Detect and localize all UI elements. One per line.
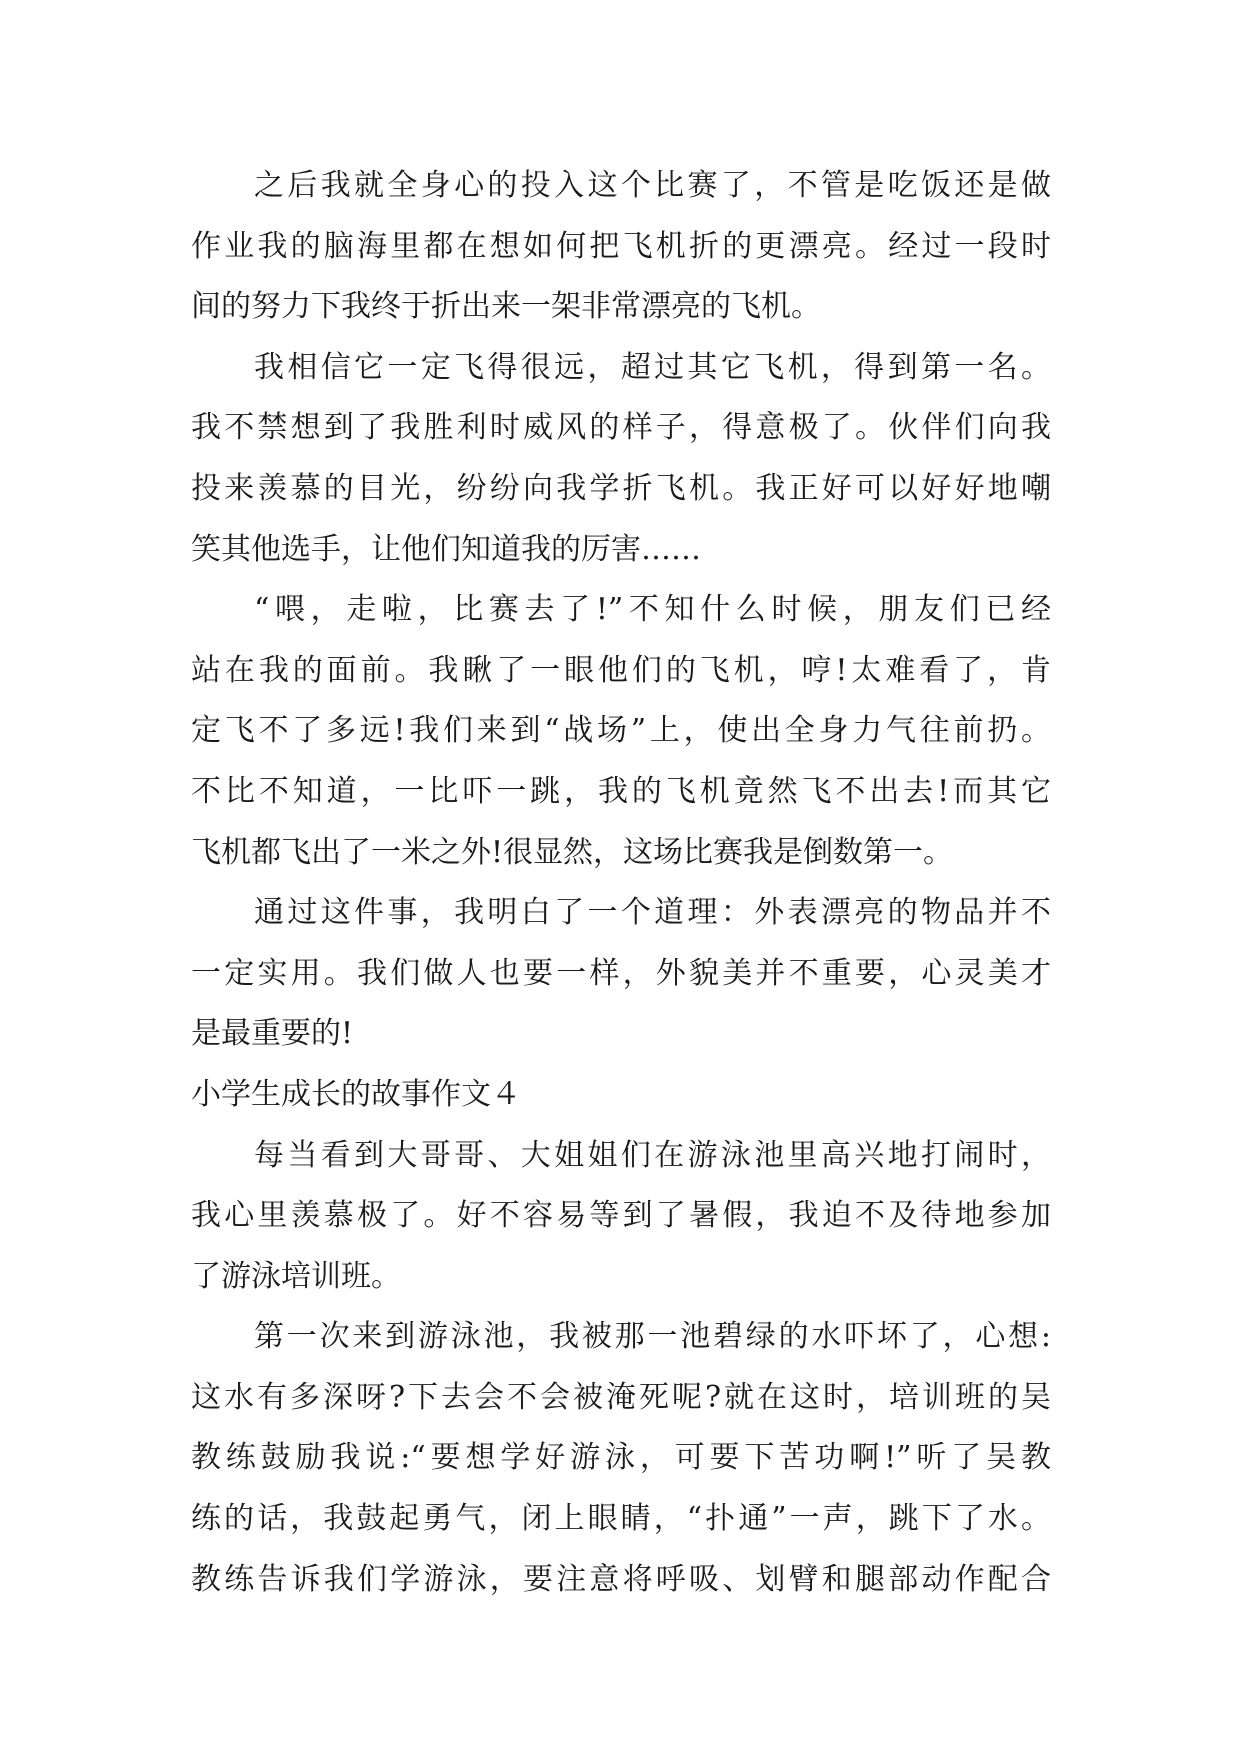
text-line: 站在我的面前。我瞅了一眼他们的飞机，哼!太难看了，肯: [191, 652, 1051, 688]
text-line: 是最重要的!: [191, 1016, 354, 1052]
section-heading: 小学生成长的故事作文４: [191, 1076, 521, 1112]
text-line: 笑其他选手，让他们知道我的厉害……: [191, 531, 701, 567]
text-line: 教练鼓励我说:“要想学好游泳，可要下苦功啊!”听了吴教: [191, 1440, 1051, 1476]
text-line: “喂，走啦，比赛去了!”不知什么时候，朋友们已经: [254, 592, 1051, 628]
text-line: 练的话，我鼓起勇气，闭上眼睛，“扑通”一声，跳下了水。: [191, 1501, 1051, 1537]
text-line: 间的努力下我终于折出来一架非常漂亮的飞机。: [191, 289, 821, 325]
text-line: 我心里羡慕极了。好不容易等到了暑假，我迫不及待地参加: [191, 1198, 1051, 1234]
text-line: 了游泳培训班。: [191, 1258, 401, 1294]
text-line: 定飞不了多远!我们来到“战场”上，使出全身力气往前扔。: [191, 713, 1051, 749]
text-line: 飞机都飞出了一米之外!很显然，这场比赛我是倒数第一。: [191, 834, 954, 870]
text-line: 我相信它一定飞得很远，超过其它飞机，得到第一名。: [254, 349, 1051, 385]
text-line: 第一次来到游泳池，我被那一池碧绿的水吓坏了，心想:: [254, 1319, 1051, 1355]
text-line: 这水有多深呀?下去会不会被淹死呢?就在这时，培训班的吴: [191, 1379, 1051, 1415]
text-line: 我不禁想到了我胜利时威风的样子，得意极了。伙伴们向我: [191, 410, 1051, 446]
document-body: [191, 156, 1051, 1610]
text-line: 每当看到大哥哥、大姐姐们在游泳池里高兴地打闹时，: [254, 1137, 1051, 1173]
text-line: 投来羡慕的目光，纷纷向我学折飞机。我正好可以好好地嘲: [191, 470, 1051, 506]
text-line: 一定实用。我们做人也要一样，外貌美并不重要，心灵美才: [191, 955, 1051, 991]
text-line: 不比不知道，一比吓一跳，我的飞机竟然飞不出去!而其它: [191, 773, 1051, 809]
text-line: 之后我就全身心的投入这个比赛了，不管是吃饭还是做: [254, 168, 1051, 203]
text-line: 作业我的脑海里都在想如何把飞机折的更漂亮。经过一段时: [191, 228, 1051, 264]
text-line: 教练告诉我们学游泳，要注意将呼吸、划臂和腿部动作配合: [191, 1561, 1051, 1597]
text-line: 通过这件事，我明白了一个道理：外表漂亮的物品并不: [254, 895, 1051, 931]
